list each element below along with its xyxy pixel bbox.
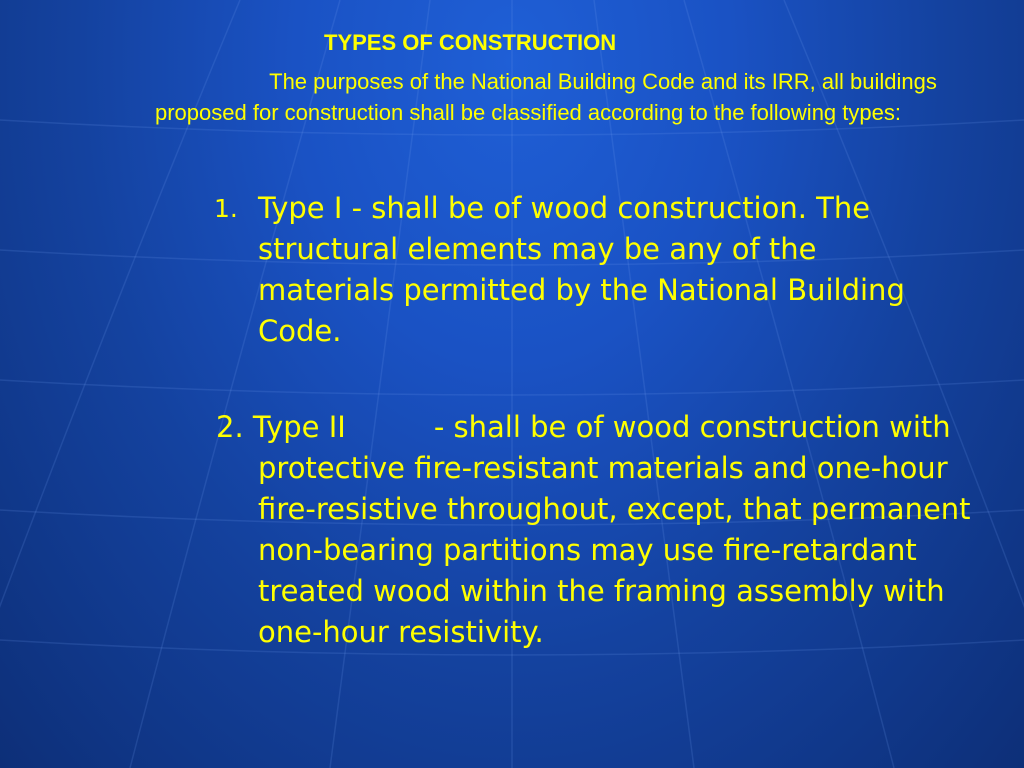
- list-item-label: Type I: [258, 191, 343, 225]
- list-item-text: - shall be of wood construction with protective fire-resistant materials and one-hour fire-resistive throughout, except, that permanent non-bearing partitions may use fire-retardant treated wood within the framing assembly with one-hour resistivity.: [258, 410, 971, 649]
- list-item-number: 2.: [216, 410, 244, 444]
- list-item-text: - shall be of wood construction. The structural elements may be any of the materials permitted by the National Building Code.: [258, 191, 905, 348]
- list-item-type-1: [214, 188, 958, 352]
- intro-paragraph: The purposes of the National Building Code and its IRR, all buildings proposed for construction shall be classified according to the following types:: [155, 69, 937, 125]
- list-item-type-2: [216, 407, 998, 653]
- list-item-label: Type II: [252, 410, 346, 444]
- slide-title-text: TYPES OF CONSTRUCTION: [324, 30, 617, 55]
- list-item-number: 1.: [214, 194, 238, 223]
